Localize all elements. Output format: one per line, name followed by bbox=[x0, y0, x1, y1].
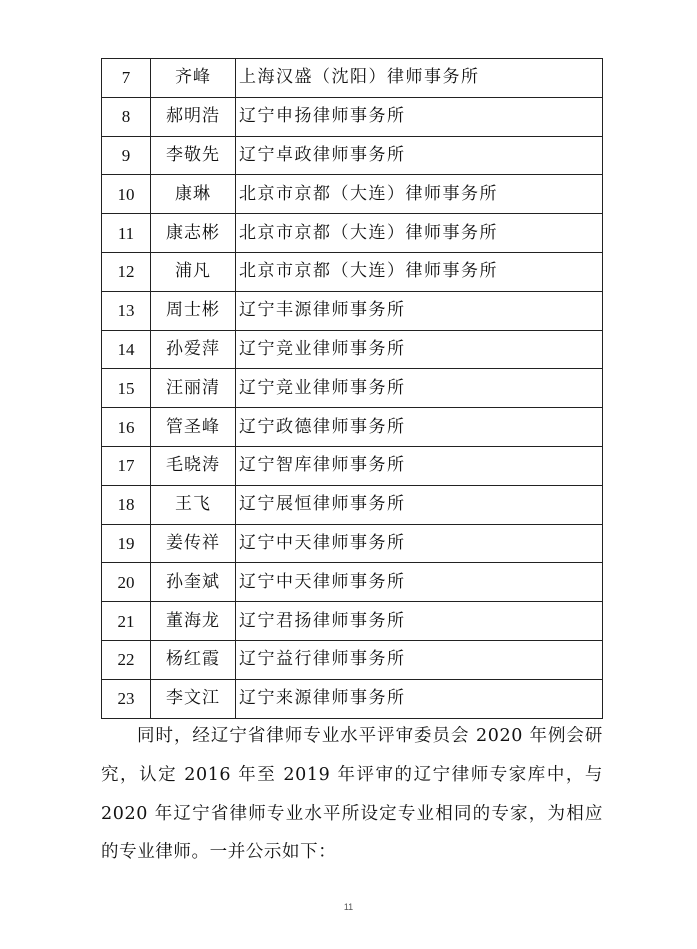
law-firm-cell: 辽宁中天律师事务所 bbox=[236, 524, 603, 563]
law-firm-cell: 辽宁丰源律师事务所 bbox=[236, 291, 603, 330]
table-row bbox=[102, 369, 603, 408]
row-number-cell: 15 bbox=[102, 369, 151, 408]
table-row bbox=[102, 485, 603, 524]
lawyer-name-cell: 杨红霞 bbox=[151, 640, 236, 679]
row-number-cell: 22 bbox=[102, 640, 151, 679]
lawyer-name-cell: 管圣峰 bbox=[151, 408, 236, 447]
row-number-cell: 10 bbox=[102, 175, 151, 214]
lawyer-name-cell: 郝明浩 bbox=[151, 97, 236, 136]
table-row bbox=[102, 136, 603, 175]
lawyer-name-cell: 李文江 bbox=[151, 679, 236, 718]
lawyer-name-cell: 李敬先 bbox=[151, 136, 236, 175]
lawyer-name-cell: 毛晓涛 bbox=[151, 446, 236, 485]
page-number: 11 bbox=[343, 902, 354, 912]
table-row bbox=[102, 446, 603, 485]
table-row bbox=[102, 679, 603, 718]
table-row bbox=[102, 408, 603, 447]
lawyer-name-cell: 孙奎斌 bbox=[151, 563, 236, 602]
law-firm-cell: 北京市京都（大连）律师事务所 bbox=[236, 175, 603, 214]
law-firm-cell: 辽宁申扬律师事务所 bbox=[236, 97, 603, 136]
table-row bbox=[102, 602, 603, 641]
law-firm-cell: 辽宁来源律师事务所 bbox=[236, 679, 603, 718]
law-firm-cell: 辽宁竞业律师事务所 bbox=[236, 369, 603, 408]
lawyer-name-cell: 齐峰 bbox=[151, 59, 236, 98]
table-row bbox=[102, 252, 603, 291]
row-number-cell: 11 bbox=[102, 214, 151, 253]
row-number-cell: 9 bbox=[102, 136, 151, 175]
lawyer-name-cell: 姜传祥 bbox=[151, 524, 236, 563]
lawyer-name-cell: 董海龙 bbox=[151, 602, 236, 641]
row-number-cell: 21 bbox=[102, 602, 151, 641]
table-row bbox=[102, 97, 603, 136]
lawyer-name-cell: 孙爱萍 bbox=[151, 330, 236, 369]
row-number-cell: 23 bbox=[102, 679, 151, 718]
table-row bbox=[102, 59, 603, 98]
body-paragraph: 同时，经辽宁省律师专业水平评审委员会 2020 年例会研究，认定 2016 年至 2019 年评审的辽宁律师专家库中，与 2020 年辽宁省律师专业水平所设定专业相同的专家，为相应的专业律师。一并公示如下： bbox=[101, 726, 603, 863]
law-firm-cell: 辽宁智库律师事务所 bbox=[236, 446, 603, 485]
row-number-cell: 19 bbox=[102, 524, 151, 563]
table-row bbox=[102, 175, 603, 214]
law-firm-cell: 辽宁卓政律师事务所 bbox=[236, 136, 603, 175]
lawyer-table-body bbox=[102, 59, 603, 719]
row-number-cell: 16 bbox=[102, 408, 151, 447]
law-firm-cell: 北京市京都（大连）律师事务所 bbox=[236, 214, 603, 253]
row-number-cell: 17 bbox=[102, 446, 151, 485]
table-row bbox=[102, 330, 603, 369]
row-number-cell: 8 bbox=[102, 97, 151, 136]
table-row bbox=[102, 291, 603, 330]
law-firm-cell: 辽宁益行律师事务所 bbox=[236, 640, 603, 679]
law-firm-cell: 辽宁君扬律师事务所 bbox=[236, 602, 603, 641]
table-row bbox=[102, 214, 603, 253]
lawyer-name-cell: 王飞 bbox=[151, 485, 236, 524]
law-firm-cell: 辽宁展恒律师事务所 bbox=[236, 485, 603, 524]
lawyer-name-cell: 康琳 bbox=[151, 175, 236, 214]
row-number-cell: 7 bbox=[102, 59, 151, 98]
table-row bbox=[102, 524, 603, 563]
lawyer-name-cell: 周士彬 bbox=[151, 291, 236, 330]
lawyer-name-cell: 康志彬 bbox=[151, 214, 236, 253]
law-firm-cell: 辽宁竞业律师事务所 bbox=[236, 330, 603, 369]
table-row bbox=[102, 640, 603, 679]
law-firm-cell: 上海汉盛（沈阳）律师事务所 bbox=[236, 59, 603, 98]
lawyer-name-cell: 汪丽清 bbox=[151, 369, 236, 408]
row-number-cell: 14 bbox=[102, 330, 151, 369]
row-number-cell: 20 bbox=[102, 563, 151, 602]
row-number-cell: 18 bbox=[102, 485, 151, 524]
lawyer-name-cell: 浦凡 bbox=[151, 252, 236, 291]
row-number-cell: 12 bbox=[102, 252, 151, 291]
law-firm-cell: 辽宁中天律师事务所 bbox=[236, 563, 603, 602]
table-row bbox=[102, 563, 603, 602]
law-firm-cell: 辽宁政德律师事务所 bbox=[236, 408, 603, 447]
row-number-cell: 13 bbox=[102, 291, 151, 330]
law-firm-cell: 北京市京都（大连）律师事务所 bbox=[236, 252, 603, 291]
lawyer-table bbox=[101, 58, 603, 719]
